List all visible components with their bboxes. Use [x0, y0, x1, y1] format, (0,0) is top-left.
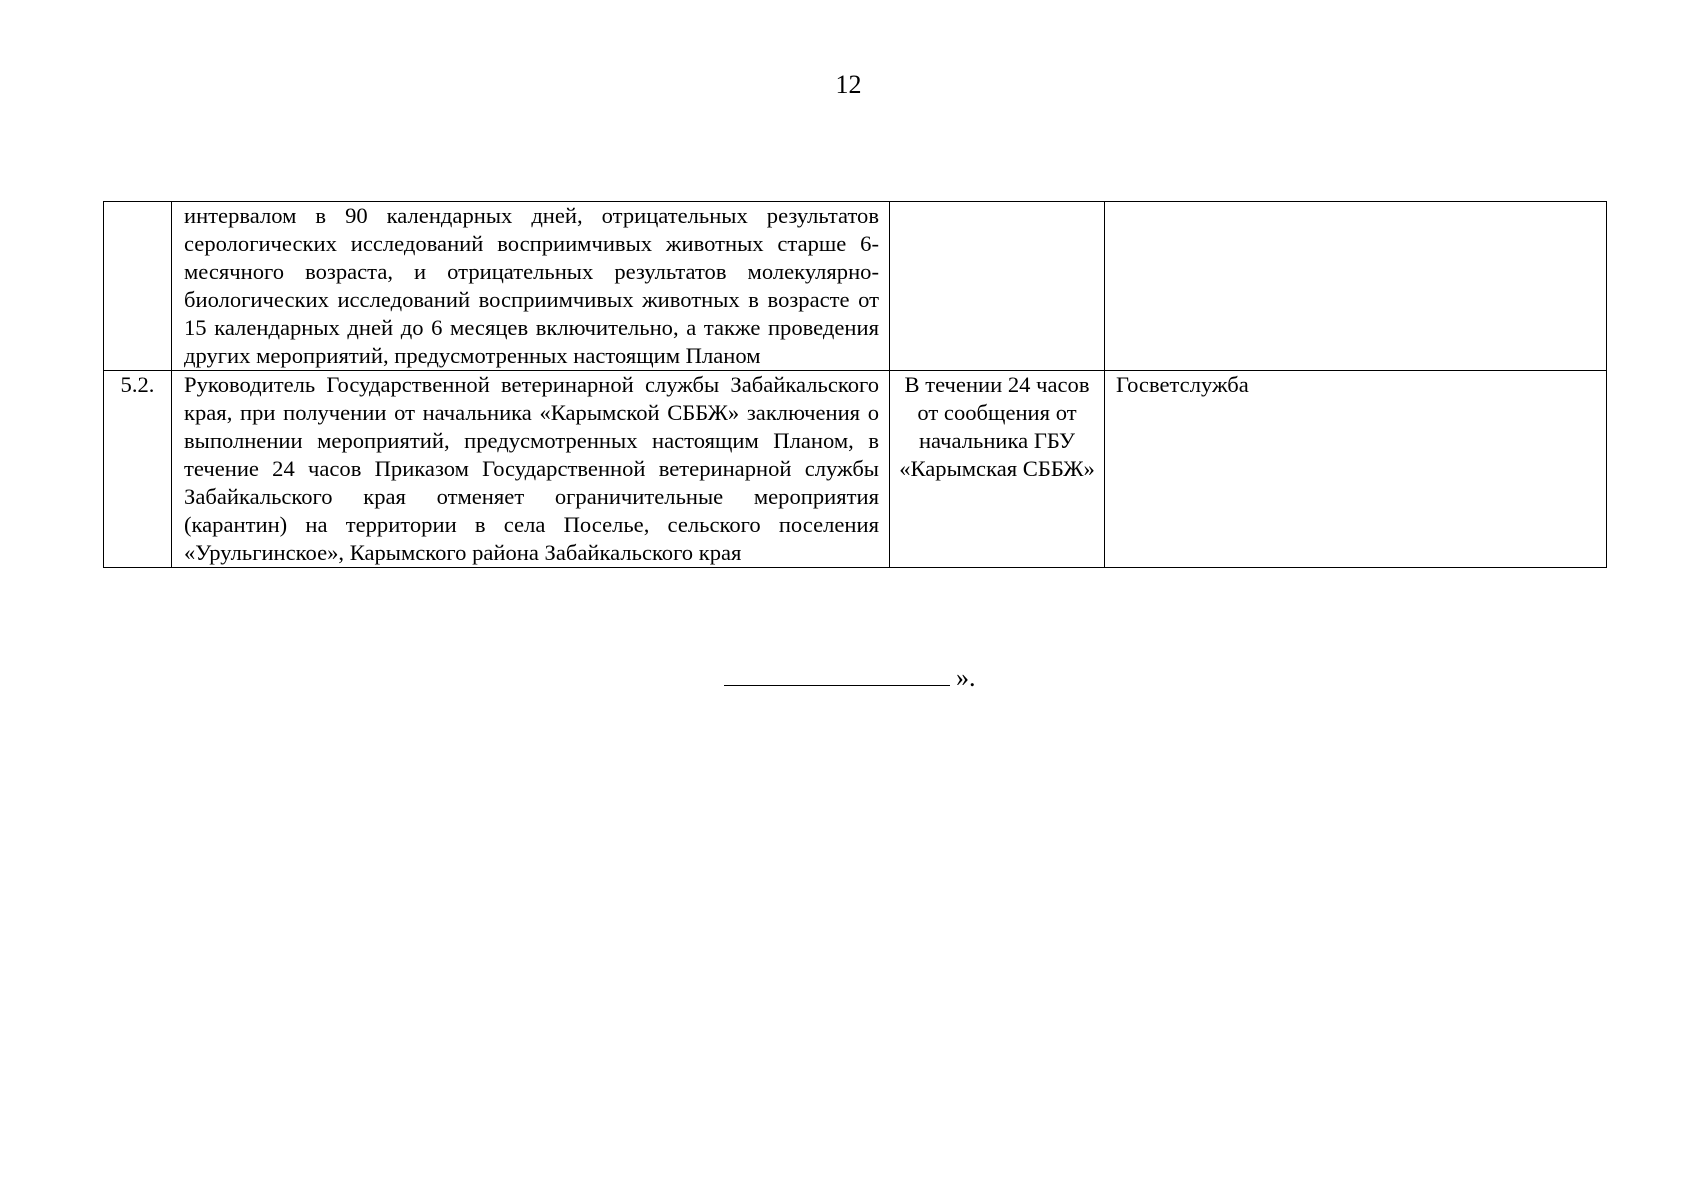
measure-text: Руководитель Государственной ветеринарной службы Забайкальского края, при получении от начальника «Карымской СББЖ» заключения о выполнении мероприятий, предусмотренных настоящим Планом, в течение 24 часов Приказом Государственной ветеринарной службы Забайкальского края отменяет ограничительные мероприятия (карантин) на территории в села Поселье, сельского поселения «Урульгинское», Карымского района Забайкальского края: [172, 371, 890, 568]
table-row: [104, 371, 1607, 568]
row-number: [104, 202, 172, 371]
table-row: [104, 202, 1607, 371]
deadline-cell: В течении 24 часов от сообщения от начальника ГБУ «Карымская СББЖ»: [890, 371, 1105, 568]
deadline-cell: [890, 202, 1105, 371]
executor-cell: [1105, 202, 1607, 371]
measure-text: интервалом в 90 календарных дней, отрицательных результатов серологических исследований восприимчивых животных старше 6-месячного возраста, и отрицательных результатов молекулярно-биологических исследований восприимчивых животных в возрасте от 15 календарных дней до 6 месяцев включительно, а также проведения других мероприятий, предусмотренных настоящим Планом: [172, 202, 890, 371]
plan-table: [103, 201, 1607, 568]
page-number: 12: [835, 70, 862, 99]
closing-line: [724, 657, 976, 693]
executor-cell: Госветслужба: [1105, 371, 1607, 568]
closing-quote-mark: ».: [956, 663, 976, 692]
signature-underline: [724, 657, 950, 686]
row-number: 5.2.: [104, 371, 172, 568]
